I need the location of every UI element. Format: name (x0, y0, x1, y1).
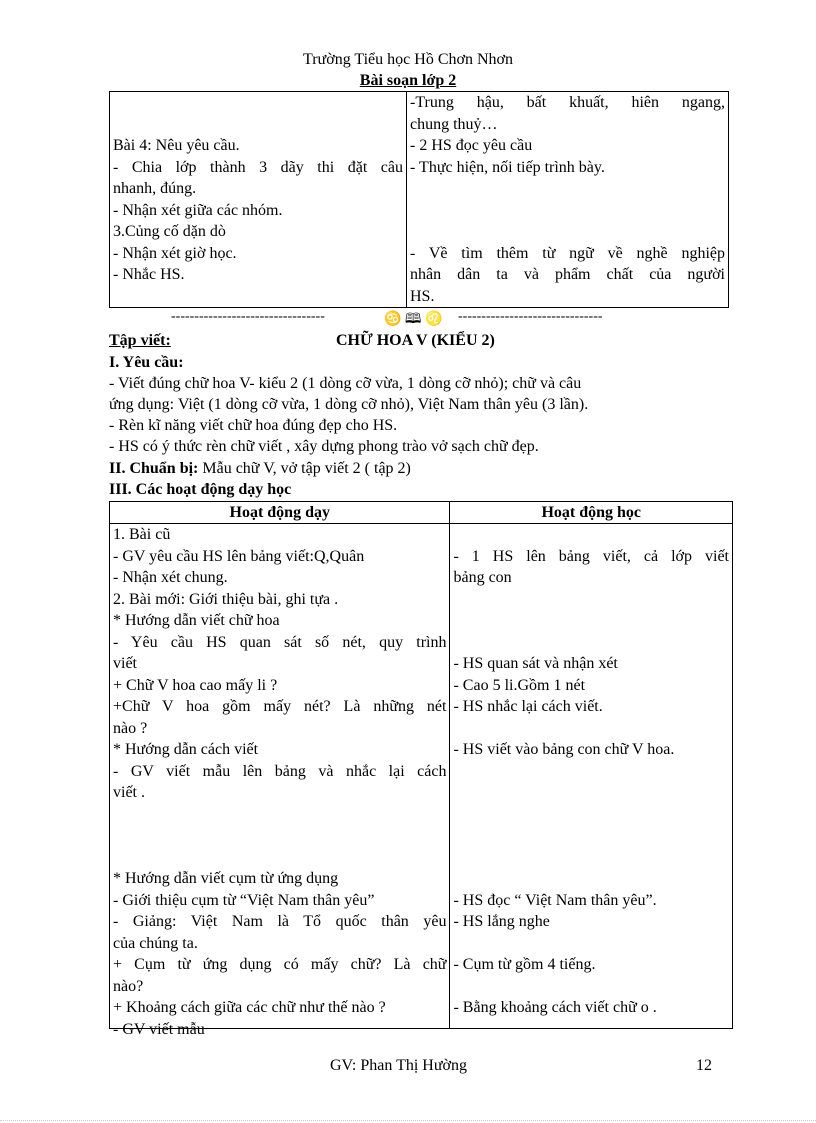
separator-symbols: ♋ 🕮 ♌ (384, 312, 443, 327)
requirement-line: - Viết đúng chữ hoa V- kiểu 2 (1 dòng cỡ vừa, 1 dòng cỡ nhỏ); chữ và câu (109, 375, 582, 392)
cell-line (453, 868, 729, 890)
cell-line (453, 847, 729, 869)
section-1-title: I. Yêu cầu: (109, 354, 184, 371)
cell-line: - Bằng khoảng cách viết chữ o . (453, 999, 657, 1016)
cell-line: + Cụm từ ứng dụng có mấy chữ? Là chữ (113, 956, 447, 973)
table1-right-cell (407, 92, 729, 308)
cell-line (113, 847, 446, 869)
section-2 (109, 458, 411, 479)
cell-line: của chúng ta. (113, 934, 198, 952)
cell-line (113, 114, 403, 136)
cell-line: - 1 HS lên bảng viết, cả lớp viết (453, 547, 729, 565)
cell-line: - Chia lớp thành 3 dãy thi đặt câu (113, 158, 403, 176)
cell-line: 2. Bài mới: Giới thiệu bài, ghi tựa . (113, 590, 339, 608)
cell-line: - Giảng: Việt Nam là Tổ quốc thân yêu (113, 913, 447, 930)
cell-line (453, 976, 729, 998)
cell-line: 3.Củng cố dặn dò (113, 223, 226, 240)
subject-label: Tập viết: (109, 332, 171, 349)
activities-table (109, 501, 733, 1038)
lesson-title: CHỮ HOA V (KIỂU 2) (336, 332, 495, 349)
cell-line: + Chữ V hoa cao mấy li ? (113, 676, 278, 694)
cell-line: -Trung hậu, bất khuất, hiên ngang, (410, 94, 725, 111)
requirement-line: - Rèn kĩ năng viết chữ hoa đúng đẹp cho HS. (109, 417, 398, 434)
cell-line (113, 804, 446, 826)
cell-line: - Giới thiệu cụm từ “Việt Nam thân yêu” (113, 891, 375, 909)
section-3-title: III. Các hoạt động dạy học (109, 481, 292, 498)
cell-line: nào ? (113, 719, 148, 737)
cell-line (113, 825, 446, 847)
separator-right: ------------------------------- (458, 309, 603, 324)
cell-line: - HS đọc “ Việt Nam thân yêu”. (453, 891, 657, 909)
cell-line: - 2 HS đọc yêu cầu (410, 137, 533, 154)
cell-line (453, 1019, 729, 1041)
cell-line (453, 610, 729, 632)
cell-line: nhanh, đúng. (113, 180, 197, 197)
cell-line (453, 782, 729, 804)
cell-line: 1. Bài cũ (113, 526, 171, 543)
cell-line: - Nhận xét chung. (113, 569, 228, 586)
page-edge (0, 1120, 816, 1121)
cell-line: * Hướng dẫn viết chữ hoa (113, 612, 280, 629)
section-2-label: II. Chuẩn bị: (109, 460, 199, 477)
cell-line: - HS quan sát và nhận xét (453, 655, 618, 672)
header-learning: Hoạt động học (450, 502, 733, 524)
school-name: Trường Tiểu học Hồ Chơn Nhơn (303, 51, 513, 68)
cell-line: - GV viết mẫu (113, 1020, 205, 1038)
cell-line: - GV yêu cầu HS lên bảng viết:Q,Quân (113, 547, 365, 565)
cell-line: - Nhận xét giữa các nhóm. (113, 201, 283, 219)
cell-line: * Hướng dẫn viết cụm từ ứng dụng (113, 870, 339, 887)
cell-line: nhân dân ta và phẩm chất của người (410, 266, 725, 283)
cell-line (453, 761, 729, 783)
cell-line: HS. (410, 287, 435, 305)
teacher-name: GV: Phan Thị Hường (330, 1057, 467, 1074)
cell-line: - Nhắc HS. (113, 266, 185, 283)
cell-line: * Hướng dẫn cách viết (113, 741, 259, 758)
cell-line (410, 178, 725, 200)
cell-line (410, 200, 725, 222)
page-subtitle: Bài soạn lớp 2 (359, 72, 457, 89)
separator-left: --------------------------------- (171, 309, 325, 324)
cell-line: - Yêu cầu HS quan sát số nét, quy trình (113, 633, 447, 651)
cell-line (453, 589, 729, 611)
cell-line (453, 718, 729, 740)
cell-line: Bài 4: Nêu yêu cầu. (113, 137, 240, 154)
cell-line: + Khoảng cách giữa các chữ như thế nào ? (113, 999, 386, 1016)
cell-line: - HS lắng nghe (453, 913, 550, 930)
cell-line (410, 221, 725, 243)
cell-line: - Nhận xét giờ học. (113, 244, 237, 262)
cell-line: - HS viết vào bảng con chữ V hoa. (453, 741, 675, 758)
page-number: 12 (696, 1057, 712, 1074)
requirement-line: - HS có ý thức rèn chữ viết , xây dựng phong trào vở sạch chữ đẹp. (109, 438, 539, 455)
continuation-table (109, 91, 729, 308)
cell-line: +Chữ V hoa gồm mấy nét? Là những nét (113, 698, 447, 715)
table1-left-cell (110, 92, 407, 308)
cell-line: - Cụm từ gồm 4 tiếng. (453, 956, 596, 973)
requirements (109, 373, 729, 457)
cell-line: chung thuỷ… (410, 115, 498, 133)
cell-line (453, 933, 729, 955)
cell-line: - Về tìm thêm từ ngữ về nghề nghiệp (410, 244, 725, 262)
cell-line: nào? (113, 977, 144, 995)
cell-line (453, 524, 729, 546)
requirement-line: ứng dụng: Việt (1 dòng cỡ vừa, 1 dòng cỡ nhỏ), Việt Nam thân yêu (3 lần). (109, 396, 589, 413)
teaching-cell (110, 524, 450, 1038)
cell-line: - Thực hiện, nối tiếp trình bày. (410, 158, 605, 176)
cell-line (113, 92, 403, 114)
header-teaching: Hoạt động dạy (110, 502, 450, 524)
cell-line: - GV viết mẫu lên bảng và nhắc lại cách (113, 762, 447, 780)
learning-cell (450, 524, 733, 1029)
cell-line: viết (113, 655, 137, 672)
cell-line (113, 286, 403, 308)
cell-line: - HS nhắc lại cách viết. (453, 698, 603, 715)
cell-line: viết . (113, 784, 145, 801)
cell-line (453, 632, 729, 654)
cell-line (453, 804, 729, 826)
section-2-text: Mẫu chữ V, vở tập viết 2 ( tập 2) (198, 460, 411, 477)
cell-line: - Cao 5 li.Gồm 1 nét (453, 676, 586, 694)
cell-line (453, 825, 729, 847)
cell-line: bảng con (453, 569, 512, 586)
